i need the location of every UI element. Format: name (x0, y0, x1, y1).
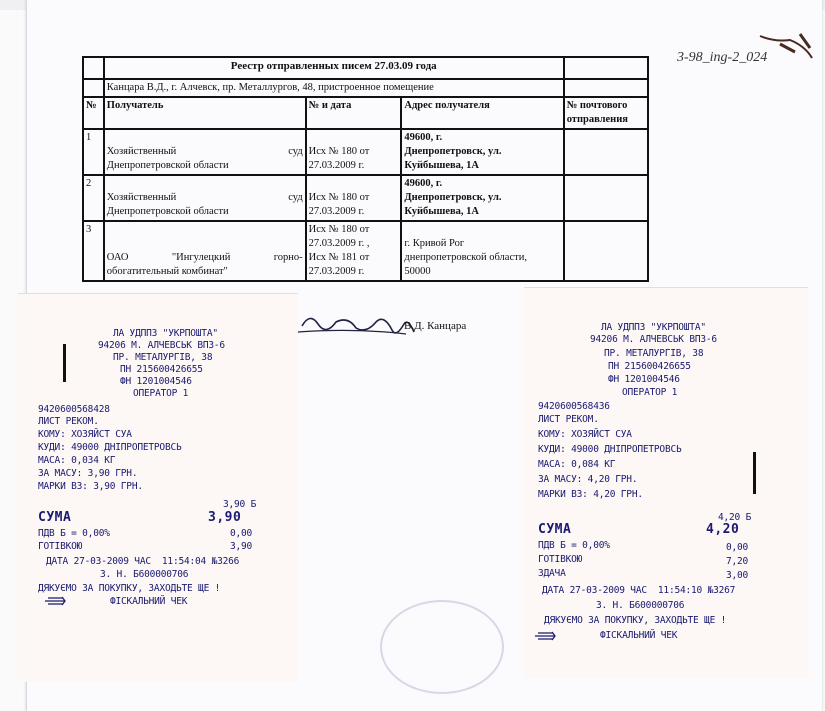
receipt-amount: 3,90 Б (223, 499, 257, 510)
ref-line: 27.03.2009 г. (308, 160, 365, 171)
table-row (83, 221, 648, 281)
receipt-header: ЛА УДППЗ "УКРПОШТА" (601, 322, 706, 333)
row-postal-number (564, 129, 648, 175)
receipt-datetime: ДАТА 27-03-2009 ЧАС 11:54:04 №3266 (46, 556, 240, 567)
receipt-cash-value: 3,90 (230, 541, 253, 552)
recipient-line: Днепропетровской области (106, 160, 229, 171)
row-postal-number (564, 175, 648, 221)
receipt-where: КУДИ: 49000 ДНІПРОПЕТРОВСЬ (538, 444, 682, 455)
row-num: 1 (83, 129, 104, 175)
ref-line: 27.03.2009 г. (308, 266, 365, 277)
receipt-barcode: 9420600568428 (38, 404, 110, 415)
receipt-1 (18, 293, 298, 682)
header-num: № (83, 97, 104, 129)
row-ref (306, 129, 402, 175)
receipt-cash-value: 7,20 (726, 556, 749, 567)
faded-stamp (380, 600, 504, 694)
receipt-vat-label: ПДВ Б = 0,00% (38, 528, 110, 539)
receipt-weight: МАСА: 0,034 КГ (38, 455, 116, 466)
tick-mark (753, 452, 756, 494)
receipt-total-value: 4,20 (706, 522, 740, 537)
address-line: Куйбышева, 1А (404, 206, 480, 217)
recipient-word: суд (288, 192, 303, 203)
receipt-stamps: МАРКИ ВЗ: 3,90 ГРН. (38, 481, 143, 492)
register-sender-row (83, 79, 648, 97)
receipt-vat-label: ПДВ Б = 0,00% (538, 540, 610, 551)
corner-scribble-icon (750, 28, 820, 68)
register-table (82, 56, 649, 282)
recipient-line: Днепропетровской области (106, 206, 229, 217)
receipt-change-label: ЗДАЧА (538, 568, 566, 579)
ref-line: 27.03.2009 г. , (308, 238, 370, 249)
receipt-change-value: 3,00 (726, 570, 749, 581)
receipt-fee: ЗА МАСУ: 3,90 ГРН. (38, 468, 138, 479)
register-sender: Канцара В.Д., г. Алчевск, пр. Металлургов, 48, пристроенное помещение (104, 79, 564, 97)
recipient-word: ОАО (106, 252, 129, 263)
row-address (401, 175, 563, 221)
receipt-total-label: СУМА (38, 510, 72, 525)
postal-logo-icon (44, 596, 66, 606)
register-title: Реестр отправленных писем 27.03.09 года (104, 57, 564, 79)
receipt-type: ЛИСТ РЕКОМ. (538, 414, 599, 425)
receipt-2 (524, 287, 808, 678)
receipt-header: 94206 М. АЛЧЕВСЬК ВПЗ-6 (590, 334, 717, 345)
receipt-header: ПР. МЕТАЛУРГІВ, 38 (604, 348, 704, 359)
receipt-thanks: ДЯКУЄМО ЗА ПОКУПКУ, ЗАХОДЬТЕ ЩЕ ! (38, 583, 221, 594)
receipt-to: КОМУ: ХОЗЯЙСТ СУА (538, 429, 632, 440)
row-address (401, 129, 563, 175)
receipt-header: ЛА УДППЗ "УКРПОШТА" (113, 328, 218, 339)
recipient-line: обогатительный комбинат" (106, 266, 228, 277)
address-line: Куйбышева, 1А (404, 160, 480, 171)
receipt-datetime: ДАТА 27-03-2009 ЧАС 11:54:10 №3267 (542, 585, 736, 596)
receipt-thanks: ДЯКУЄМО ЗА ПОКУПКУ, ЗАХОДЬТЕ ЩЕ ! (544, 615, 727, 626)
header-address: Адрес получателя (401, 97, 563, 129)
sender-blank (83, 79, 104, 97)
row-recipient (104, 221, 306, 281)
table-row (83, 175, 648, 221)
address-line: 49600, г. (404, 178, 443, 189)
table-row (83, 129, 648, 175)
row-ref (306, 221, 402, 281)
receipt-header: ПН 215600426655 (608, 361, 691, 372)
receipt-serial: З. Н. Б600000706 (596, 600, 685, 611)
receipt-header: ОПЕРАТОР 1 (133, 388, 189, 399)
receipt-vat-value: 0,00 (726, 542, 749, 553)
recipient-word: суд (288, 146, 303, 157)
address-line: 50000 (404, 266, 431, 277)
receipt-header: ПР. МЕТАЛУРГІВ, 38 (113, 352, 213, 363)
sender-blank-right (564, 79, 648, 97)
recipient-word: Хозяйственный (106, 192, 177, 203)
recipient-word: "Ингулецкий (171, 252, 231, 263)
address-line: 49600, г. (404, 132, 443, 143)
receipt-vat-value: 0,00 (230, 528, 253, 539)
receipt-fiscal: ФІСКАЛЬНИЙ ЧЕК (600, 630, 678, 641)
ref-line: Исх № 180 от (308, 224, 370, 235)
register-title-row (83, 57, 648, 79)
register-header-row (83, 97, 648, 129)
header-recipient: Получатель (104, 97, 306, 129)
receipt-cash-label: ГОТІВКОЮ (38, 541, 83, 552)
receipt-stamps: МАРКИ ВЗ: 4,20 ГРН. (538, 489, 643, 500)
signature-name: В.Д. Канцара (404, 320, 467, 332)
receipt-fee: ЗА МАСУ: 4,20 ГРН. (538, 474, 638, 485)
row-postal-number (564, 221, 648, 281)
ref-line: 27.03.2009 г. (308, 206, 365, 217)
register-title-blank-right (564, 57, 648, 79)
address-line: г. Кривой Рог (404, 238, 465, 249)
register-title-blank (83, 57, 104, 79)
ref-line: Исх № 181 от (308, 252, 370, 263)
receipt-cash-label: ГОТІВКОЮ (538, 554, 583, 565)
receipt-barcode: 9420600568436 (538, 401, 610, 412)
row-ref (306, 175, 402, 221)
receipt-to: КОМУ: ХОЗЯЙСТ СУА (38, 429, 132, 440)
header-ref: № и дата (306, 97, 402, 129)
document-id: 3-98_ing-2_024 (677, 50, 768, 65)
receipt-where: КУДИ: 49000 ДНІПРОПЕТРОВСЬ (38, 442, 182, 453)
address-line: днепропетровской области, (404, 252, 527, 263)
header-postal-number: № почтового отправления (564, 97, 648, 129)
ref-line: Исх № 180 от (308, 192, 370, 203)
receipt-amount: 4,20 Б (718, 512, 752, 523)
receipt-header: ФН 1201004546 (120, 376, 192, 387)
receipt-type: ЛИСТ РЕКОМ. (38, 416, 99, 427)
receipt-weight: МАСА: 0,084 КГ (538, 459, 616, 470)
receipt-total-value: 3,90 (208, 510, 242, 525)
row-num: 3 (83, 221, 104, 281)
receipt-header: 94206 М. АЛЧЕВСЬК ВПЗ-6 (98, 340, 225, 351)
address-line: Днепропетровск, ул. (404, 192, 502, 203)
receipt-total-label: СУМА (538, 522, 572, 537)
receipt-serial: З. Н. Б600000706 (100, 569, 189, 580)
receipt-header: ОПЕРАТОР 1 (622, 387, 678, 398)
address-line: Днепропетровск, ул. (404, 146, 502, 157)
row-recipient (104, 175, 306, 221)
row-num: 2 (83, 175, 104, 221)
recipient-word: горно- (273, 252, 303, 263)
ref-line: Исх № 180 от (308, 146, 370, 157)
receipt-fiscal: ФІСКАЛЬНИЙ ЧЕК (110, 596, 188, 607)
row-address (401, 221, 563, 281)
tick-mark (63, 344, 66, 382)
postal-logo-icon (534, 631, 556, 641)
receipt-header: ФН 1201004546 (608, 374, 680, 385)
recipient-word: Хозяйственный (106, 146, 177, 157)
receipt-header: ПН 215600426655 (120, 364, 203, 375)
row-recipient (104, 129, 306, 175)
